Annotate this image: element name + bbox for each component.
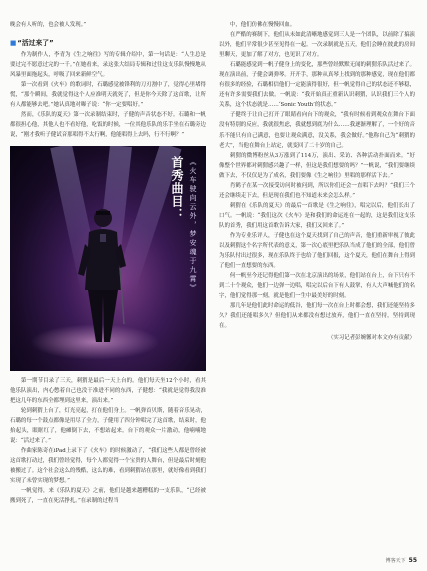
article-paragraph: 在严酷的赛制下，他们从未如此清晰地感觉到三人是一个团队，以前除了搞演以外，他们平常很少甚至见得在一起。一次录制就是五天，他们会睡在彼此的房间里聊天，更加了解了对方，也见识了对方。 (219, 32, 415, 59)
page-number: 55 (408, 557, 417, 564)
section-heading-text: “活过来了” (17, 39, 54, 48)
article-paragraph: 刺猬的微博粉丝从3万涨到了114万，演出、采访、各种活动扑面而来。“好像整个世界都对刺猬感兴趣了一样，但这是我们想要的吗？”一帆说，“我们要继续做下去，不仅仅是为了成名，我们要像《生之响往》里唱的那样活下去。” (219, 152, 415, 179)
article-paragraph: 第一期节目录了三天，刺猬是最后一天上台的。他们每天坐12个小时，看其他乐队演出，内心憋着自己也没干准进不同的东西，子健想：“我就是觉得我没准把这几年的东西全都埋到这里来，演出来。” (10, 377, 206, 404)
paragraph-group-after-photo (10, 376, 206, 507)
section-heading (10, 38, 206, 48)
article-paragraph: 刺猬在《乐队的夏天》的最后一首歌是《生之响往》，唱完以后，他们长出了口气。一帆说：“我们这次《火车》是和我们的命运连在一起的，这是我们这支乐队的首秀，我们用这首歌告诉大家，我们又回来了。” (219, 202, 415, 229)
concert-photo (10, 146, 206, 371)
paragraph-group-before-photo (10, 50, 206, 140)
article-paragraph: 一帆觉得，来《乐队的夏天》之前，他们是越来越糟糕的一支乐队，“已经被搬到死了，一直在死活挣扎。”在录制的过程当 (10, 488, 206, 505)
article-paragraph: 作为专业乐评人，子健也在这个夏天找到了自己的声音，他们重新审视了彼此以及刺猬这个名字所代表的意义，第一次心底里把乐队当成了他们的全部，他们曾为乐队付出过很多，现在乐队终于也给了他们回报，这个夏天，他们在舞台上得到了他们一直想要的东西。 (219, 232, 415, 270)
article-paragraph: 作曲家陈奇在iPad上录下了《火车》的时候激动了，“我们这些人都是曾经被这首歌打动过，我们曾经觉得，每个人都觉得一个宝贵的人舞台，但是最后时刻他被搬过了。这个社会这么的残酷，这么的难，看到刺猬站在那里，就好像看到我们实现了未曾实现的梦想。” (10, 447, 206, 484)
article-credit: （实习记者彭婉馨对本文亦有贡献） (327, 335, 415, 342)
article-paragraph: 肖鹤子在某一次接受访问时被问到，所以你们还会一直唱下去吗？“我们三个还会继续走下去，但是现在我们也不知道未来会怎么样。” (219, 182, 415, 199)
article-paragraph: 那几年是他们此时命运的低谷，他们每一次在台上时都会想，我们还能坚持多久？我们还能唱多久？但他们从来都没有想过放弃，他们一直在坚持，坚持到现在。 (219, 303, 415, 330)
article-paragraph: 中，他们仿佛在慢慢回血。 (229, 22, 296, 28)
left-column (10, 20, 206, 506)
article-paragraph: 子健终于让自己打开了眼睛看向台下的观众，“我有时候看到观众在舞台下面没有特别的反应，我就很焦虑，我就想到底为什么……我逐渐理解了，一个好的音乐不能只有自己满意，也要让观众满意，没关系，我会做好。”他称自己为“刺猬的老大”，当他在舞台上站定，就变回了二十岁的自己。 (219, 112, 415, 149)
paragraph-continued: 晚会有人听的，也会被人发现。” (10, 22, 87, 28)
article-paragraph: 作为制作人，李青为《生之响往》写的专辑介绍中，第一句话是：“人生总是要过完不愿意过完的一千。”在她看来，录这张大结局专辑和过往这支乐队慢慢地从风暴里面拖起头，呼吸了回来新鲜空气。 (10, 52, 206, 79)
paragraph-group-right (219, 20, 415, 331)
article-paragraph: 然而，《乐队的夏天》第一次录制结束时，子健的声音状态不好。石璐和一帆都很担心他，其他人也不看好他，吃饭的时候，一位其他乐队的乐手坐在石璐旁边说，“刚才我听子健试音那唱得不太行啊，他能唱得上去吗，行不行啊？” (10, 112, 206, 139)
quote-mark-icon: ■ (10, 39, 17, 48)
right-column (219, 20, 415, 344)
article-paragraph: 石璐能感觉到一帆子健身上的变化，那些曾经默默无闻的刺猬乐队活过来了。现在演出前，子健会调弹琴。开开手，那种从真琴上找到的那种感觉，现在他们都有很多的经验，石璐相信他们一定能演得很好，但一帆觉得自己的状态还不够稳，还有许多需要我们去做。一帆说：“我开始真正重新认识刺猬，认识我们三个人的关系，这个状态就是……‘Sonic Youth’的状态。” (219, 62, 415, 109)
photo-caption-subtitle: 《火车驶向云外，梦安魂于九霄》 (189, 157, 197, 293)
page-footer (386, 557, 417, 564)
performer-silhouette-icon (76, 204, 130, 344)
article-paragraph: 轮到刺猬上台了，灯光亮起，打在他们身上。一帆弹首贝斯，随着音乐晃动，石璐的每一个鼓点都像是用尽了全力，子健用了四分钟唱完了这首歌，结束时，他抬起头，眼眶红了，他瘫倒下去，不想站起来。台下的观众一片激动，他喃喃地说：“活过来了。” (10, 407, 206, 444)
article-paragraph: 第一次看到《火车》的歌词时，石璐感觉被锋利的刀刃割中了，觉得心里堵得慌，“那个瞬间，我就觉得这个人应准明天就死了，但是你今天除了这首歌，让所有人都能够去吧。”她认真地对曝子说：“你一定要唱好。” (10, 82, 206, 109)
article-paragraph: 何一帆至今还记得他们第一次在北京演出的场景，他们站在台上，台下只有不到二十个观众，他们一边弹一边唱，唱完以后台下有人鼓掌，有人大声喊他们的名字，他们觉得那一刻，就是他们一生中最美好的时刻。 (219, 273, 415, 300)
magazine-name: 博客天下 (385, 558, 406, 564)
photo-caption-title: 首秀曲目： (170, 155, 184, 221)
